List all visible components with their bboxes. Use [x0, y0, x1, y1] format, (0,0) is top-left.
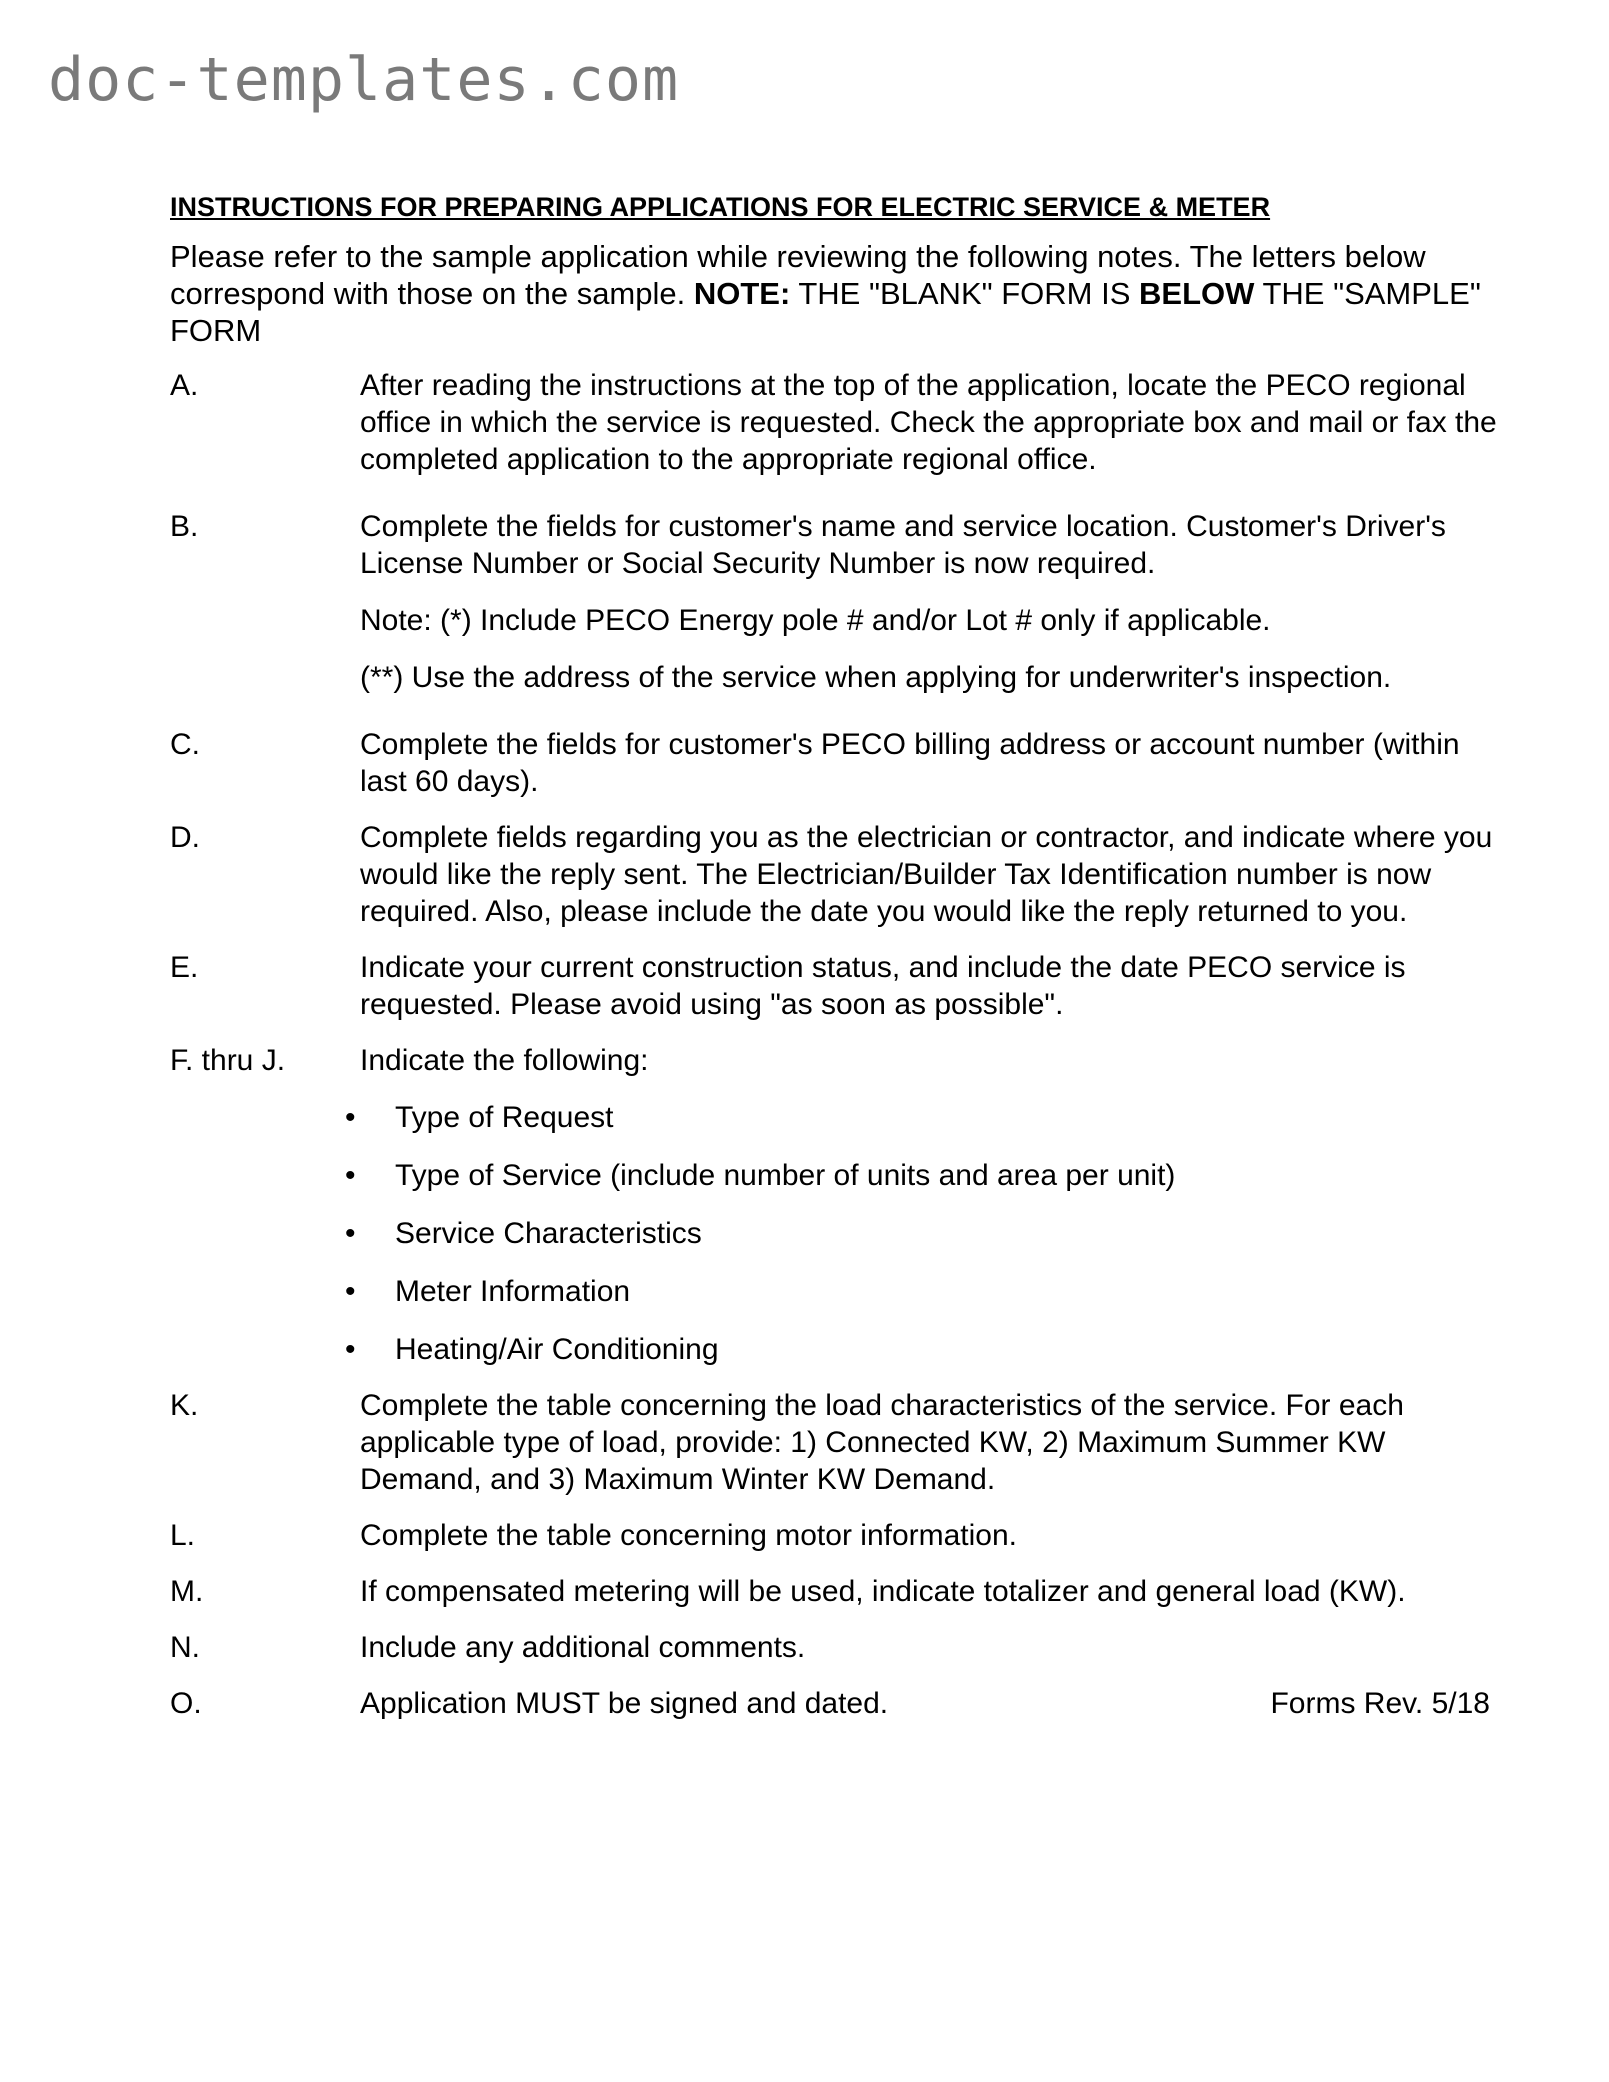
instructions-content [170, 190, 1500, 1741]
bullet-icon: • [345, 1333, 356, 1366]
intro-text-2: THE "BLANK" FORM IS [790, 276, 1140, 311]
bullet-icon: • [345, 1159, 356, 1192]
item-letter: D. [170, 821, 200, 854]
instruction-item-k [170, 1387, 1500, 1498]
item-letter: M. [170, 1575, 204, 1608]
instruction-item-o [170, 1685, 1500, 1722]
intro-paragraph [170, 238, 1500, 349]
instruction-item-b [170, 508, 1500, 696]
item-letter: K. [170, 1389, 199, 1422]
list-item [345, 1331, 1500, 1368]
item-letter: F. thru J. [170, 1044, 286, 1077]
item-text: Include any additional comments. [360, 1631, 806, 1664]
bullet-icon: • [345, 1101, 356, 1134]
list-item [345, 1157, 1500, 1194]
bullet-icon: • [345, 1217, 356, 1250]
instruction-item-c [170, 726, 1500, 800]
item-text: Complete fields regarding you as the electrician or contractor, and indicate where you would like the reply sent. The Electrician/Builder Tax Identification number is now required. Also, please include the date you would like the reply returned to you. [360, 821, 1493, 928]
list-item [345, 1273, 1500, 1310]
item-letter: N. [170, 1631, 200, 1664]
item-letter: B. [170, 510, 199, 543]
intro-text-3: THE "SAMPLE" FORM [170, 276, 1481, 348]
instruction-item-f-j [170, 1042, 1500, 1368]
item-text: If compensated metering will be used, indicate totalizer and general load (KW). [360, 1575, 1406, 1608]
item-letter: C. [170, 728, 200, 761]
list-item [345, 1099, 1500, 1136]
list-item-text: Type of Service (include number of units and area per unit) [395, 1159, 1176, 1192]
instruction-item-m [170, 1573, 1500, 1610]
intro-text-1: Please refer to the sample application while reviewing the following notes. The letters below correspond with those on the sample. [170, 239, 1426, 311]
item-text: Complete the table concerning motor information. [360, 1519, 1018, 1552]
item-letter: L. [170, 1519, 196, 1552]
instruction-item-n [170, 1629, 1500, 1666]
instruction-item-a [170, 367, 1500, 478]
instruction-item-d [170, 819, 1500, 930]
item-text: Complete the fields for customer's PECO billing address or account number (within last 60 days). [360, 728, 1460, 798]
item-letter: O. [170, 1687, 202, 1720]
item-letter: E. [170, 951, 199, 984]
instruction-item-l [170, 1517, 1500, 1554]
list-item [345, 1215, 1500, 1252]
item-o-row [360, 1685, 1490, 1722]
instruction-item-e [170, 949, 1500, 1023]
intro-note-label: NOTE: [693, 276, 791, 311]
list-item-text: Heating/Air Conditioning [395, 1333, 719, 1366]
item-note: (**) Use the address of the service when applying for underwriter's inspection. [360, 661, 1392, 694]
item-text: Application MUST be signed and dated. [360, 1687, 889, 1720]
list-item-text: Type of Request [395, 1101, 614, 1134]
intro-below: BELOW [1139, 276, 1255, 311]
list-item-text: Meter Information [395, 1275, 631, 1308]
item-text: After reading the instructions at the top of the application, locate the PECO regional office in which the service is requested. Check the appropriate box and mail or fax the completed application to the appropriate regional office. [360, 369, 1497, 476]
page-title: INSTRUCTIONS FOR PREPARING APPLICATIONS FOR ELECTRIC SERVICE & METER [170, 192, 1271, 222]
item-note: Note: (*) Include PECO Energy pole # and/or Lot # only if applicable. [360, 604, 1271, 637]
form-revision: Forms Rev. 5/18 [1270, 1687, 1490, 1720]
item-text: Complete the fields for customer's name and service location. Customer's Driver's License Number or Social Security Number is now required. [360, 510, 1446, 580]
watermark: doc-templates.com [48, 45, 680, 115]
list-item-text: Service Characteristics [395, 1217, 702, 1250]
item-letter: A. [170, 369, 199, 402]
bullet-list [345, 1099, 1500, 1368]
bullet-icon: • [345, 1275, 356, 1308]
item-text: Indicate the following: [360, 1044, 649, 1077]
item-text: Complete the table concerning the load characteristics of the service. For each applicable type of load, provide: 1) Connected KW, 2) Maximum Summer KW Demand, and 3) Maximum Winter KW Demand. [360, 1389, 1404, 1496]
item-text: Indicate your current construction status, and include the date PECO service is requested. Please avoid using "as soon as possible". [360, 951, 1406, 1021]
